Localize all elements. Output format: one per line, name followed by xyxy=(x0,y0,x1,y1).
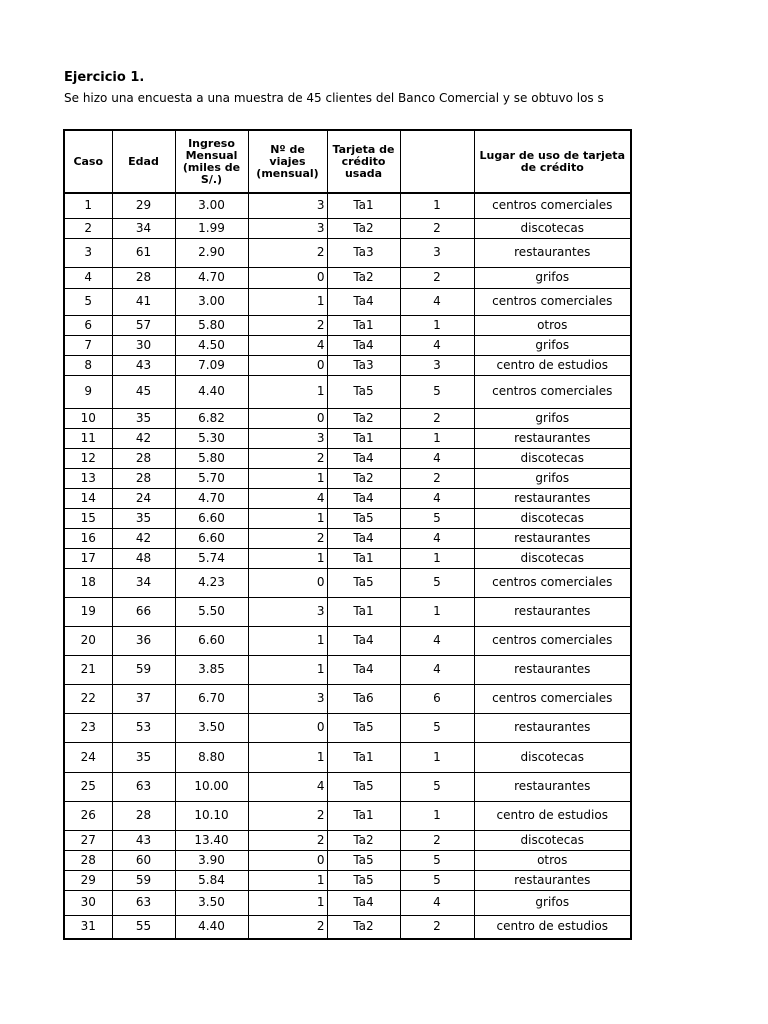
table-row xyxy=(64,238,631,267)
tarjeta-cell: Ta2 xyxy=(327,830,400,850)
ingreso-cell: 5.30 xyxy=(175,428,248,448)
caso-cell: 1 xyxy=(64,193,112,218)
lugar-cell: grifos xyxy=(474,335,631,355)
ingreso-cell: 5.80 xyxy=(175,315,248,335)
tarjeta-cell: Ta4 xyxy=(327,335,400,355)
viajes-cell: 2 xyxy=(248,830,327,850)
table-row xyxy=(64,355,631,375)
viajes-cell: 0 xyxy=(248,267,327,288)
tarjeta-cell: Ta4 xyxy=(327,655,400,684)
lugar-cell: centros comerciales xyxy=(474,626,631,655)
ingreso-cell: 5.84 xyxy=(175,870,248,890)
caso-cell: 11 xyxy=(64,428,112,448)
caso-cell: 6 xyxy=(64,315,112,335)
codigo-cell: 2 xyxy=(400,408,474,428)
codigo-cell: 5 xyxy=(400,568,474,597)
codigo-cell: 4 xyxy=(400,448,474,468)
lugar-cell: restaurantes xyxy=(474,428,631,448)
tarjeta-cell: Ta5 xyxy=(327,568,400,597)
viajes-cell: 1 xyxy=(248,548,327,568)
caso-cell: 16 xyxy=(64,528,112,548)
viajes-cell: 0 xyxy=(248,850,327,870)
tarjeta-cell: Ta2 xyxy=(327,267,400,288)
codigo-cell: 2 xyxy=(400,830,474,850)
viajes-cell: 4 xyxy=(248,488,327,508)
edad-cell: 63 xyxy=(112,890,175,915)
edad-cell: 42 xyxy=(112,428,175,448)
table-row xyxy=(64,468,631,488)
edad-cell: 43 xyxy=(112,830,175,850)
viajes-cell: 2 xyxy=(248,448,327,468)
table-row xyxy=(64,568,631,597)
tarjeta-cell: Ta2 xyxy=(327,408,400,428)
table-row xyxy=(64,315,631,335)
edad-cell: 41 xyxy=(112,288,175,315)
caso-cell: 15 xyxy=(64,508,112,528)
lugar-cell: discotecas xyxy=(474,548,631,568)
caso-cell: 24 xyxy=(64,742,112,772)
lugar-cell: restaurantes xyxy=(474,528,631,548)
edad-cell: 24 xyxy=(112,488,175,508)
ingreso-cell: 4.70 xyxy=(175,267,248,288)
tarjeta-cell: Ta2 xyxy=(327,468,400,488)
codigo-cell: 2 xyxy=(400,218,474,238)
table-row xyxy=(64,742,631,772)
edad-cell: 28 xyxy=(112,468,175,488)
tarjeta-cell: Ta4 xyxy=(327,288,400,315)
ingreso-cell: 10.10 xyxy=(175,801,248,830)
tarjeta-cell: Ta1 xyxy=(327,315,400,335)
ingreso-cell: 4.40 xyxy=(175,375,248,408)
codigo-cell: 4 xyxy=(400,528,474,548)
lugar-cell: centros comerciales xyxy=(474,375,631,408)
viajes-cell: 1 xyxy=(248,626,327,655)
tarjeta-cell: Ta1 xyxy=(327,193,400,218)
edad-cell: 45 xyxy=(112,375,175,408)
lugar-cell: discotecas xyxy=(474,508,631,528)
codigo-cell: 1 xyxy=(400,742,474,772)
table-row xyxy=(64,626,631,655)
lugar-cell: restaurantes xyxy=(474,488,631,508)
ingreso-cell: 3.50 xyxy=(175,713,248,742)
lugar-cell: centro de estudios xyxy=(474,355,631,375)
header-ingreso-mensual: Ingreso Mensual (miles de S/.) xyxy=(175,130,248,193)
codigo-cell: 1 xyxy=(400,548,474,568)
tarjeta-cell: Ta1 xyxy=(327,597,400,626)
table-row xyxy=(64,830,631,850)
table-row xyxy=(64,408,631,428)
edad-cell: 34 xyxy=(112,218,175,238)
lugar-cell: restaurantes xyxy=(474,870,631,890)
viajes-cell: 1 xyxy=(248,375,327,408)
tarjeta-cell: Ta5 xyxy=(327,508,400,528)
ingreso-cell: 6.82 xyxy=(175,408,248,428)
caso-cell: 14 xyxy=(64,488,112,508)
ingreso-cell: 13.40 xyxy=(175,830,248,850)
lugar-cell: grifos xyxy=(474,408,631,428)
viajes-cell: 0 xyxy=(248,568,327,597)
viajes-cell: 0 xyxy=(248,355,327,375)
lugar-cell: centros comerciales xyxy=(474,568,631,597)
edad-cell: 63 xyxy=(112,772,175,801)
lugar-cell: discotecas xyxy=(474,448,631,468)
tarjeta-cell: Ta5 xyxy=(327,870,400,890)
table-row xyxy=(64,335,631,355)
tarjeta-cell: Ta1 xyxy=(327,428,400,448)
table-row xyxy=(64,684,631,713)
edad-cell: 29 xyxy=(112,193,175,218)
table-row xyxy=(64,193,631,218)
codigo-cell: 4 xyxy=(400,655,474,684)
caso-cell: 22 xyxy=(64,684,112,713)
caso-cell: 29 xyxy=(64,870,112,890)
caso-cell: 27 xyxy=(64,830,112,850)
lugar-cell: discotecas xyxy=(474,742,631,772)
tarjeta-cell: Ta6 xyxy=(327,684,400,713)
edad-cell: 53 xyxy=(112,713,175,742)
tarjeta-cell: Ta3 xyxy=(327,355,400,375)
ingreso-cell: 8.80 xyxy=(175,742,248,772)
codigo-cell: 4 xyxy=(400,288,474,315)
lugar-cell: otros xyxy=(474,850,631,870)
lugar-cell: centros comerciales xyxy=(474,684,631,713)
lugar-cell: restaurantes xyxy=(474,597,631,626)
table-row xyxy=(64,448,631,468)
lugar-cell: grifos xyxy=(474,468,631,488)
codigo-cell: 5 xyxy=(400,850,474,870)
caso-cell: 2 xyxy=(64,218,112,238)
table-row xyxy=(64,655,631,684)
table-row xyxy=(64,713,631,742)
edad-cell: 28 xyxy=(112,448,175,468)
header-lugar-uso: Lugar de uso de tarjeta de crédito xyxy=(474,130,631,193)
caso-cell: 13 xyxy=(64,468,112,488)
edad-cell: 59 xyxy=(112,870,175,890)
table-row xyxy=(64,890,631,915)
ingreso-cell: 4.50 xyxy=(175,335,248,355)
codigo-cell: 2 xyxy=(400,267,474,288)
lugar-cell: otros xyxy=(474,315,631,335)
ingreso-cell: 3.50 xyxy=(175,890,248,915)
lugar-cell: grifos xyxy=(474,890,631,915)
codigo-cell: 1 xyxy=(400,597,474,626)
table-row xyxy=(64,528,631,548)
tarjeta-cell: Ta5 xyxy=(327,713,400,742)
caso-cell: 8 xyxy=(64,355,112,375)
codigo-cell: 5 xyxy=(400,375,474,408)
viajes-cell: 3 xyxy=(248,428,327,448)
ingreso-cell: 3.00 xyxy=(175,288,248,315)
ingreso-cell: 6.60 xyxy=(175,508,248,528)
lugar-cell: centros comerciales xyxy=(474,193,631,218)
codigo-cell: 1 xyxy=(400,315,474,335)
caso-cell: 23 xyxy=(64,713,112,742)
caso-cell: 21 xyxy=(64,655,112,684)
edad-cell: 55 xyxy=(112,915,175,939)
ingreso-cell: 6.60 xyxy=(175,528,248,548)
viajes-cell: 3 xyxy=(248,597,327,626)
caso-cell: 20 xyxy=(64,626,112,655)
ingreso-cell: 6.60 xyxy=(175,626,248,655)
table-row xyxy=(64,870,631,890)
viajes-cell: 3 xyxy=(248,193,327,218)
edad-cell: 36 xyxy=(112,626,175,655)
caso-cell: 25 xyxy=(64,772,112,801)
tarjeta-cell: Ta4 xyxy=(327,448,400,468)
viajes-cell: 0 xyxy=(248,713,327,742)
caso-cell: 10 xyxy=(64,408,112,428)
ingreso-cell: 4.40 xyxy=(175,915,248,939)
caso-cell: 30 xyxy=(64,890,112,915)
tarjeta-cell: Ta2 xyxy=(327,915,400,939)
header-row xyxy=(64,130,631,193)
lugar-cell: restaurantes xyxy=(474,655,631,684)
table-body xyxy=(64,193,631,939)
tarjeta-cell: Ta5 xyxy=(327,850,400,870)
viajes-cell: 1 xyxy=(248,288,327,315)
caso-cell: 19 xyxy=(64,597,112,626)
ingreso-cell: 3.90 xyxy=(175,850,248,870)
header-edad: Edad xyxy=(112,130,175,193)
edad-cell: 30 xyxy=(112,335,175,355)
caso-cell: 7 xyxy=(64,335,112,355)
edad-cell: 60 xyxy=(112,850,175,870)
caso-cell: 31 xyxy=(64,915,112,939)
edad-cell: 48 xyxy=(112,548,175,568)
table-row xyxy=(64,488,631,508)
codigo-cell: 2 xyxy=(400,468,474,488)
codigo-cell: 6 xyxy=(400,684,474,713)
ingreso-cell: 4.70 xyxy=(175,488,248,508)
exercise-title: Ejercicio 1. xyxy=(64,70,145,85)
codigo-cell: 4 xyxy=(400,488,474,508)
caso-cell: 3 xyxy=(64,238,112,267)
viajes-cell: 2 xyxy=(248,915,327,939)
viajes-cell: 3 xyxy=(248,684,327,713)
survey-table xyxy=(63,129,632,940)
ingreso-cell: 6.70 xyxy=(175,684,248,713)
codigo-cell: 1 xyxy=(400,801,474,830)
header-caso: Caso xyxy=(64,130,112,193)
lugar-cell: centro de estudios xyxy=(474,915,631,939)
table-row xyxy=(64,218,631,238)
viajes-cell: 1 xyxy=(248,870,327,890)
tarjeta-cell: Ta1 xyxy=(327,742,400,772)
lugar-cell: grifos xyxy=(474,267,631,288)
codigo-cell: 2 xyxy=(400,915,474,939)
codigo-cell: 4 xyxy=(400,890,474,915)
lugar-cell: centro de estudios xyxy=(474,801,631,830)
edad-cell: 35 xyxy=(112,742,175,772)
ingreso-cell: 5.80 xyxy=(175,448,248,468)
viajes-cell: 2 xyxy=(248,238,327,267)
codigo-cell: 3 xyxy=(400,238,474,267)
header-codigo xyxy=(400,130,474,193)
tarjeta-cell: Ta4 xyxy=(327,626,400,655)
tarjeta-cell: Ta4 xyxy=(327,890,400,915)
viajes-cell: 1 xyxy=(248,655,327,684)
lugar-cell: centros comerciales xyxy=(474,288,631,315)
tarjeta-cell: Ta4 xyxy=(327,528,400,548)
viajes-cell: 1 xyxy=(248,508,327,528)
exercise-intro: Se hizo una encuesta a una muestra de 45 clientes del Banco Comercial y se obtuvo los s xyxy=(64,91,604,105)
caso-cell: 17 xyxy=(64,548,112,568)
viajes-cell: 4 xyxy=(248,772,327,801)
ingreso-cell: 3.00 xyxy=(175,193,248,218)
codigo-cell: 4 xyxy=(400,626,474,655)
viajes-cell: 1 xyxy=(248,890,327,915)
edad-cell: 35 xyxy=(112,408,175,428)
edad-cell: 59 xyxy=(112,655,175,684)
codigo-cell: 5 xyxy=(400,713,474,742)
edad-cell: 28 xyxy=(112,801,175,830)
caso-cell: 28 xyxy=(64,850,112,870)
tarjeta-cell: Ta5 xyxy=(327,375,400,408)
codigo-cell: 1 xyxy=(400,428,474,448)
ingreso-cell: 5.74 xyxy=(175,548,248,568)
viajes-cell: 1 xyxy=(248,468,327,488)
viajes-cell: 4 xyxy=(248,335,327,355)
caso-cell: 4 xyxy=(64,267,112,288)
table-row xyxy=(64,375,631,408)
caso-cell: 26 xyxy=(64,801,112,830)
caso-cell: 5 xyxy=(64,288,112,315)
caso-cell: 12 xyxy=(64,448,112,468)
lugar-cell: discotecas xyxy=(474,830,631,850)
codigo-cell: 5 xyxy=(400,870,474,890)
table-row xyxy=(64,428,631,448)
codigo-cell: 5 xyxy=(400,772,474,801)
lugar-cell: discotecas xyxy=(474,218,631,238)
edad-cell: 43 xyxy=(112,355,175,375)
table-row xyxy=(64,597,631,626)
codigo-cell: 1 xyxy=(400,193,474,218)
edad-cell: 35 xyxy=(112,508,175,528)
edad-cell: 66 xyxy=(112,597,175,626)
lugar-cell: restaurantes xyxy=(474,772,631,801)
ingreso-cell: 5.70 xyxy=(175,468,248,488)
table-row xyxy=(64,915,631,939)
ingreso-cell: 5.50 xyxy=(175,597,248,626)
ingreso-cell: 3.85 xyxy=(175,655,248,684)
viajes-cell: 2 xyxy=(248,801,327,830)
tarjeta-cell: Ta1 xyxy=(327,801,400,830)
ingreso-cell: 7.09 xyxy=(175,355,248,375)
viajes-cell: 2 xyxy=(248,528,327,548)
viajes-cell: 0 xyxy=(248,408,327,428)
tarjeta-cell: Ta2 xyxy=(327,218,400,238)
table-header xyxy=(64,130,631,193)
header-numero-viajes: Nº de viajes (mensual) xyxy=(248,130,327,193)
viajes-cell: 1 xyxy=(248,742,327,772)
ingreso-cell: 2.90 xyxy=(175,238,248,267)
table-row xyxy=(64,508,631,528)
ingreso-cell: 4.23 xyxy=(175,568,248,597)
caso-cell: 9 xyxy=(64,375,112,408)
tarjeta-cell: Ta3 xyxy=(327,238,400,267)
edad-cell: 42 xyxy=(112,528,175,548)
header-tarjeta-credito: Tarjeta de crédito usada xyxy=(327,130,400,193)
edad-cell: 37 xyxy=(112,684,175,713)
table-row xyxy=(64,772,631,801)
codigo-cell: 3 xyxy=(400,355,474,375)
table-row xyxy=(64,267,631,288)
ingreso-cell: 1.99 xyxy=(175,218,248,238)
edad-cell: 57 xyxy=(112,315,175,335)
table-row xyxy=(64,850,631,870)
tarjeta-cell: Ta1 xyxy=(327,548,400,568)
lugar-cell: restaurantes xyxy=(474,713,631,742)
codigo-cell: 5 xyxy=(400,508,474,528)
codigo-cell: 4 xyxy=(400,335,474,355)
edad-cell: 61 xyxy=(112,238,175,267)
tarjeta-cell: Ta4 xyxy=(327,488,400,508)
table-row xyxy=(64,288,631,315)
viajes-cell: 3 xyxy=(248,218,327,238)
ingreso-cell: 10.00 xyxy=(175,772,248,801)
caso-cell: 18 xyxy=(64,568,112,597)
table-row xyxy=(64,801,631,830)
viajes-cell: 2 xyxy=(248,315,327,335)
lugar-cell: restaurantes xyxy=(474,238,631,267)
table-row xyxy=(64,548,631,568)
edad-cell: 28 xyxy=(112,267,175,288)
tarjeta-cell: Ta5 xyxy=(327,772,400,801)
edad-cell: 34 xyxy=(112,568,175,597)
